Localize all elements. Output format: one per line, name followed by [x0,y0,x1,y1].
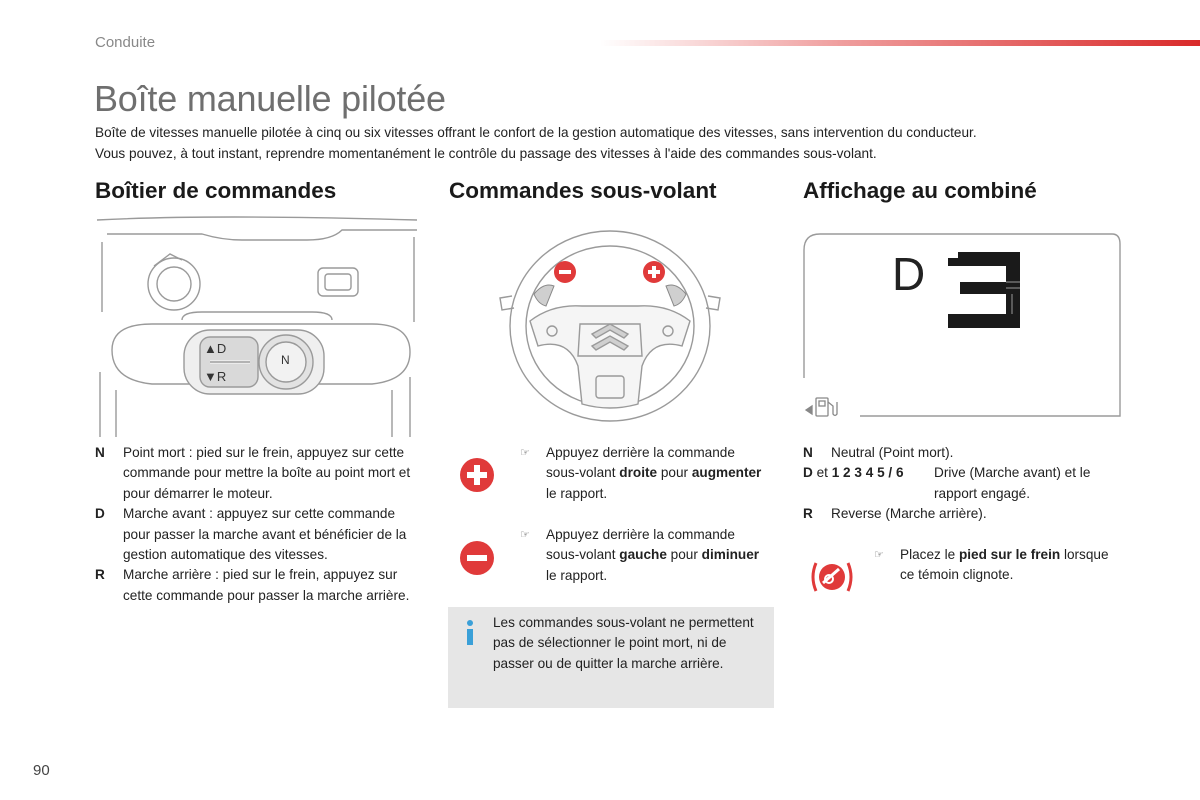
middle-column-title: Commandes sous-volant [449,178,717,203]
tip-bold: diminuer [701,547,760,563]
definition-item [803,443,1133,463]
steering-wheel-illustration [492,226,732,436]
definition-key: 1 2 3 4 5 / 6 [831,465,904,481]
definition-key: N [95,445,105,460]
header-accent-bar [600,40,1200,46]
tip-text: Appuyez derrière la commande sous-volant [546,445,735,481]
tip-bold: gauche [619,547,667,563]
fuel-pump-icon [806,398,837,416]
intro-line-2: Vous pouvez, à tout instant, reprendre momentanément le contrôle du passage des vitesses à l'aide des commandes sous-volant. [95,146,877,161]
tip-text: le rapport. [546,485,608,501]
definition-item [95,504,425,565]
instrument-display-illustration [800,230,1125,420]
minus-circle-icon [459,540,495,576]
page-number: 90 [33,762,50,779]
definition-text: Reverse (Marche arrière). [831,506,987,522]
definition-text: Point mort : pied sur le frein, appuyez sur cette commande pour mettre la boîte au point mort et pour démarrer le moteur. [123,445,411,501]
pointing-hand-icon: ☞ [520,529,530,541]
tip-bold: augmenter [691,465,762,481]
display-gear-digit [948,252,1020,328]
definition-text: et [812,465,832,481]
right-column-title: Affichage au combiné [803,178,1037,203]
info-icon [462,619,478,645]
tip-text: Appuyez derrière la commande sous-volant [546,527,735,563]
definition-item [803,504,1133,524]
definition-text: Marche avant : appuyez sur cette commande pour passer la marche avant et bénéficier de la gestion automatique des vitesses. [123,506,407,563]
definition-item [95,565,425,606]
left-column-title: Boîtier de commandes [95,178,337,203]
definition-key: D [803,465,813,481]
definition-item [803,463,1133,504]
right-definition-list [803,443,1133,525]
definition-key: R [95,567,105,583]
tip-bold: pied sur le frein [958,547,1061,562]
tip-bold: droite [619,465,658,481]
brake-pedal-warning-icon [808,557,856,597]
pointing-hand-icon: ☞ [874,549,884,561]
definition-key: N [803,445,813,460]
tip-text: pour [657,465,692,481]
tip-text: Placez le [900,547,959,562]
left-definition-list [95,443,425,606]
pointing-hand-icon: ☞ [520,447,530,459]
definition-text: Drive (Marche avant) et le rapport engagé. [934,465,1091,501]
tip-plus [520,443,771,504]
intro-text [95,122,1155,164]
plus-circle-icon [459,457,495,493]
tip-text: lorsque ce témoin clignote. [900,547,1109,583]
section-label: Conduite [95,34,156,51]
info-text: Les commandes sous-volant ne permettent pas de sélectionner le point mort, ni de passer ou de quitter la marche arrière. [493,615,754,671]
selector-d-label: ▲D [204,341,227,356]
tip-text: pour [666,547,702,563]
definition-item [95,443,425,504]
definition-text: Marche arrière : pied sur le frein, appuyez sur cette commande pour passer la marche arrière. [123,567,410,603]
intro-line-1: Boîte de vitesses manuelle pilotée à cinq ou six vitesses offrant le confort de la gestion automatique des vitesses, sans intervention du conducteur. [95,125,977,140]
definition-key: R [803,506,813,522]
tip-text: le rapport. [546,567,608,583]
selector-n-label: N [281,353,290,367]
definition-key: D [95,506,105,522]
selector-r-label: ▼R [204,369,227,384]
info-box [448,607,774,708]
definition-text: Neutral (Point mort). [831,445,954,460]
control-box-illustration [92,212,422,437]
tip-brake [874,545,1120,586]
page-title: Boîte manuelle pilotée [94,78,446,119]
tip-minus [520,525,771,586]
display-mode-letter: D [892,248,926,300]
